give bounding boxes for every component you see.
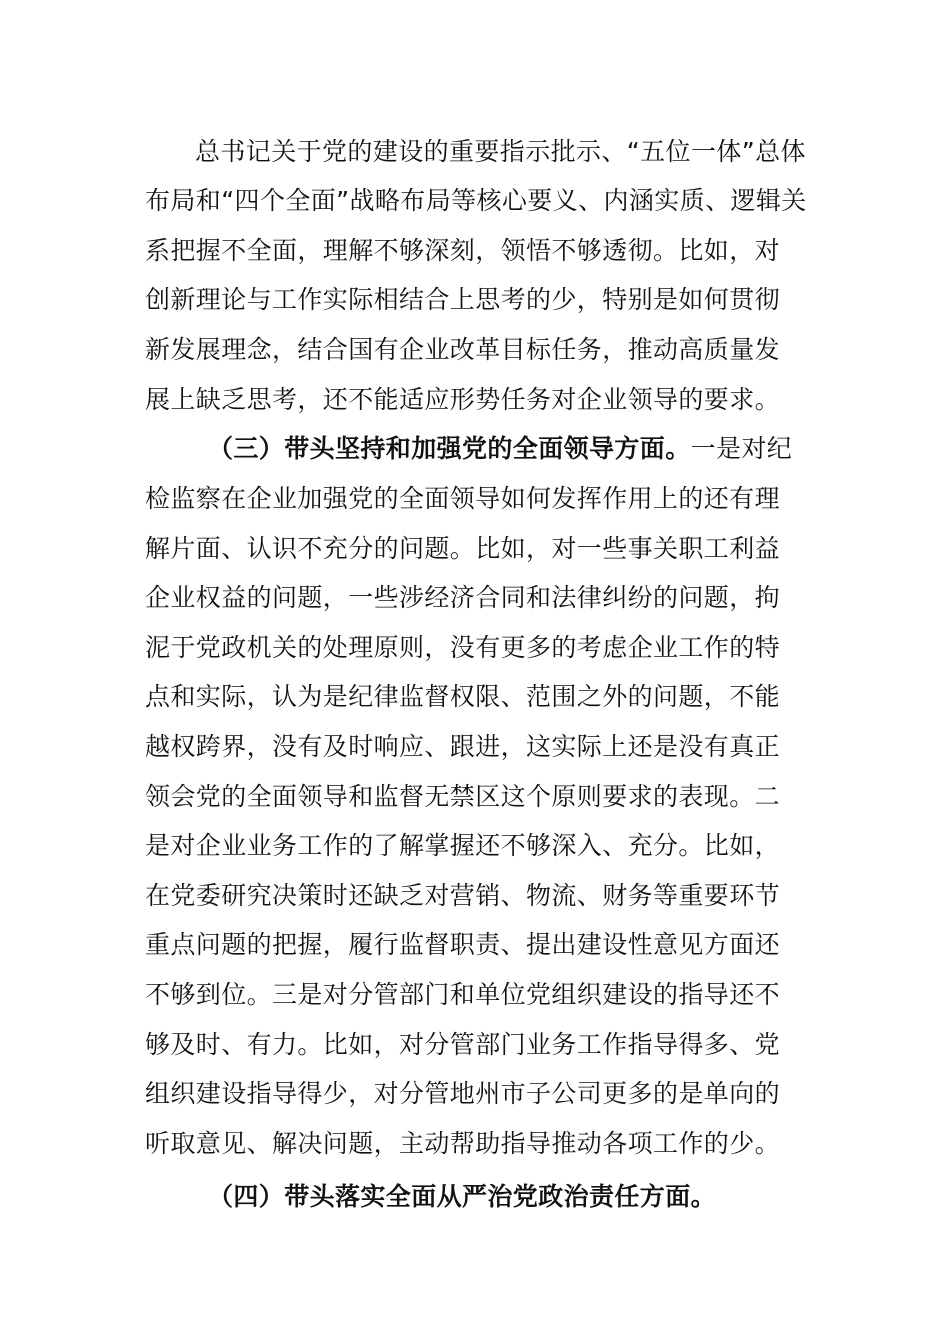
paragraph-line: 系把握不全面，理解不够深刻，领悟不够透彻。比如，对	[145, 236, 781, 265]
paragraph-line: 展上缺乏思考，还不能适应形势任务对企业领导的要求。	[145, 385, 781, 414]
section-3-heading: （三）带头坚持和加强党的全面领导方面。	[208, 434, 691, 463]
paragraph-line: 越权跨界，没有及时响应、跟进，这实际上还是没有真正	[145, 732, 781, 761]
paragraph-line: 组织建设指导得少，对分管地州市子公司更多的是单向的	[145, 1079, 781, 1108]
section-4-first-line	[208, 1177, 878, 1217]
paragraph-line: 企业权益的问题，一些涉经济合同和法律纠纷的问题，拘	[145, 583, 781, 612]
paragraph-line: 领会党的全面领导和监督无禁区这个原则要求的表现。二	[145, 782, 781, 811]
paragraph-line: 是对企业业务工作的了解掌握还不够深入、充分。比如，	[145, 831, 781, 860]
paragraph-line: 布局和“四个全面”战略布局等核心要义、内涵实质、逻辑关	[145, 186, 807, 215]
section-4-heading: （四）带头落实全面从严治党政治责任方面。	[208, 1182, 717, 1211]
paragraph-line: 总书记关于党的建设的重要指示批示、“五位一体”总体	[195, 137, 806, 166]
paragraph-line: 新发展理念，结合国有企业改革目标任务，推动高质量发	[145, 335, 781, 364]
section-3-first-line	[208, 429, 878, 469]
paragraph-line: 点和实际，认为是纪律监督权限、范围之外的问题，不能	[145, 682, 781, 711]
paragraph-line: 不够到位。三是对分管部门和单位党组织建设的指导还不	[145, 980, 781, 1009]
paragraph-line: 泥于党政机关的处理原则，没有更多的考虑企业工作的特	[145, 633, 781, 662]
section-3-first-line-rest: 一是对纪	[690, 434, 793, 463]
paragraph-line: 听取意见、解决问题，主动帮助指导推动各项工作的少。	[145, 1129, 781, 1158]
paragraph-line: 够及时、有力。比如，对分管部门业务工作指导得多、党	[145, 1030, 781, 1059]
paragraph-line: 解片面、认识不充分的问题。比如，对一些事关职工利益	[145, 534, 781, 563]
paragraph-line: 重点问题的把握，履行监督职责、提出建设性意见方面还	[145, 930, 781, 959]
paragraph-line: 创新理论与工作实际相结合上思考的少，特别是如何贯彻	[145, 285, 781, 314]
paragraph-line: 在党委研究决策时还缺乏对营销、物流、财务等重要环节	[145, 881, 781, 910]
paragraph-line: 检监察在企业加强党的全面领导如何发挥作用上的还有理	[145, 484, 781, 513]
